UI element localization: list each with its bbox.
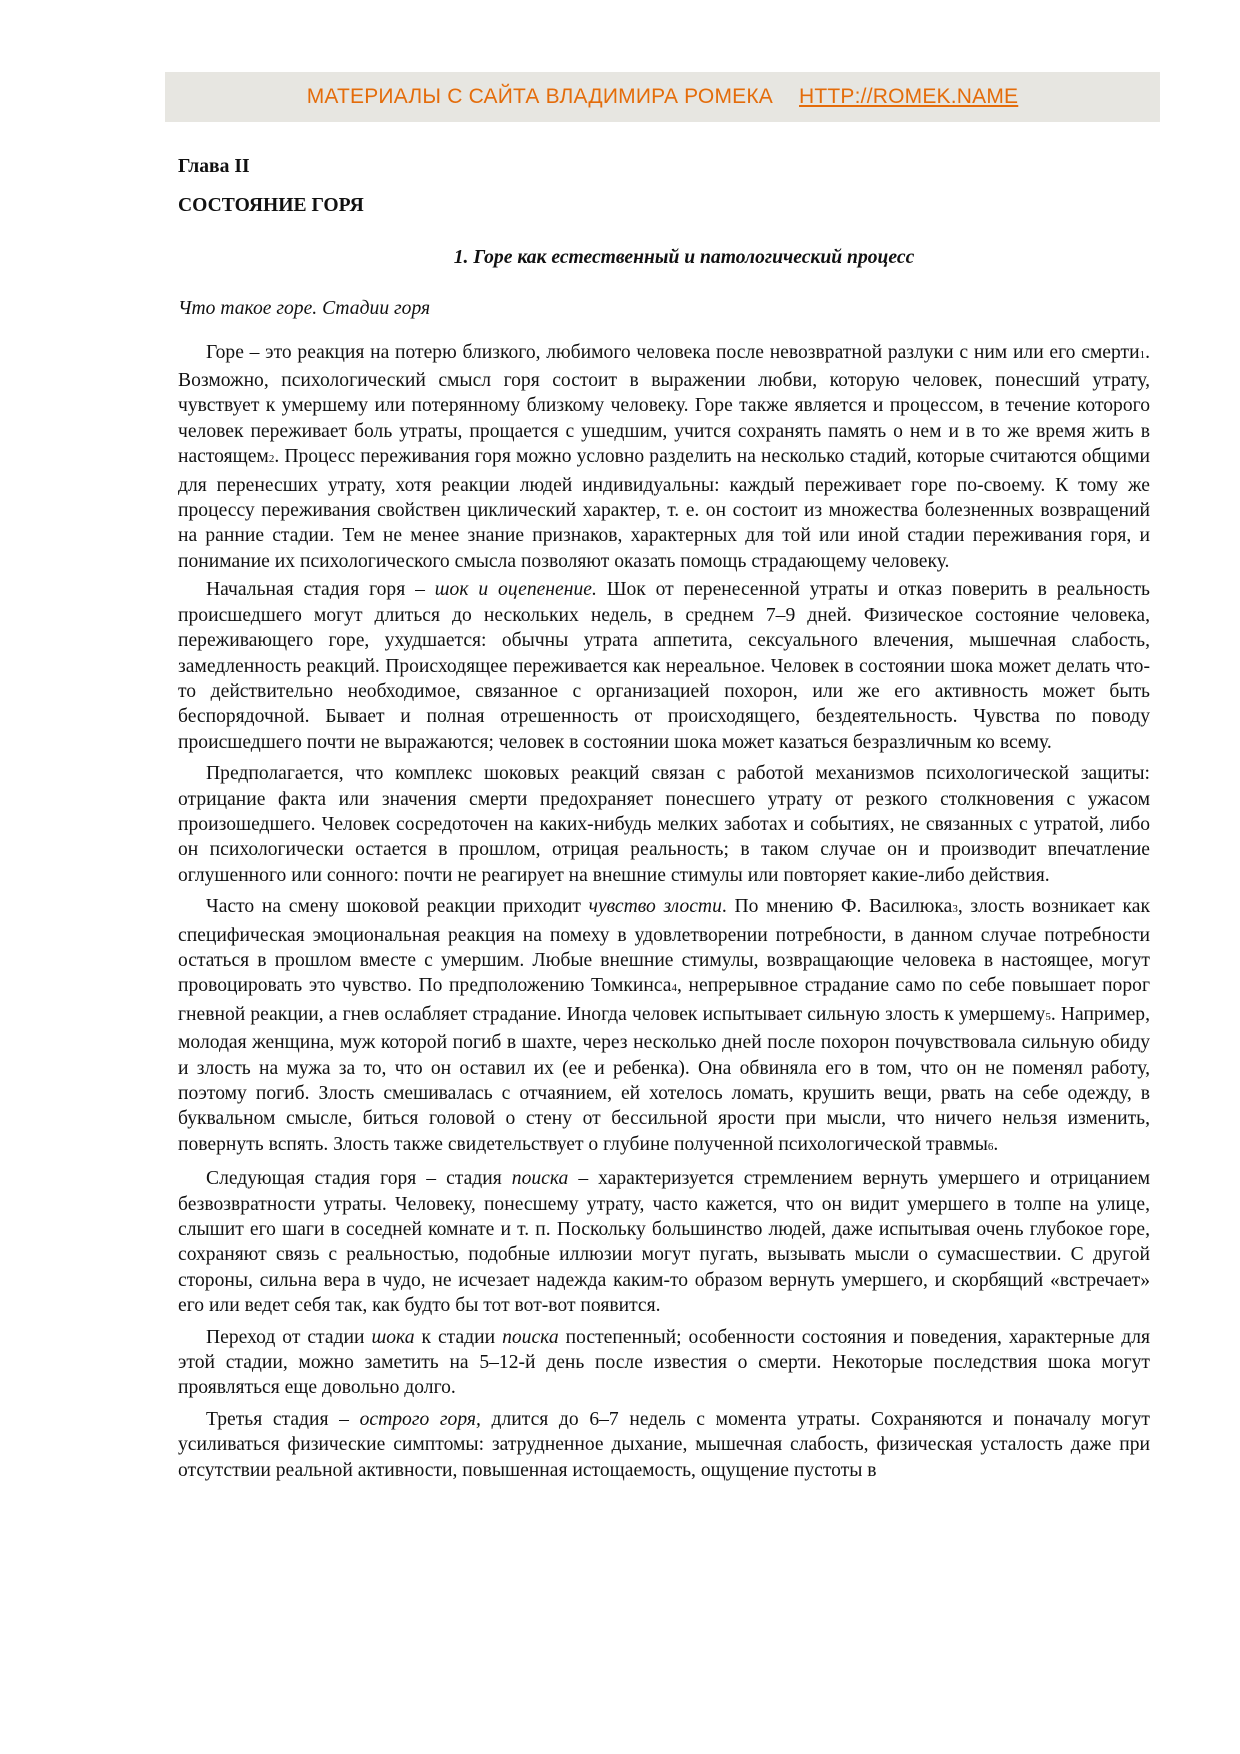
paragraph-2-text-a: Начальная стадия горя – [206,579,435,601]
paragraph-3 [178,761,1150,888]
footnote-ref-6: 6 [987,1140,994,1153]
paragraph-1 [178,340,1150,575]
subsection-title: Что такое горе. Стадии горя [178,298,431,320]
site-header-link[interactable]: HTTP://ROMEK.NAME [799,85,1019,108]
paragraph-1-text-b: . Возможно, психологический смысл горя состоит в выражении любви, которую человек, понесший утрату, чувствует к умершему или потерянному близкому человеку. Горе также является и процессом, в течение которого человек переживает боль утраты, прощается с ушедшим, учится сохранять память о нем и в то же время жить в настоящем [178,341,1150,468]
footnote-ref-4: 4 [671,982,677,995]
paragraph-4-text-d: , непрерывное страдание само по себе повышает порог гневной реакции, а гнев ослабляет страдание. Иногда человек испытывает сильную злость к умершему [178,975,1150,1025]
paragraph-4-emphasis: чувство злости [588,896,722,918]
paragraph-5-text-a: Следующая стадия горя – стадия [206,1168,512,1190]
paragraph-4-text-c: , злость возникает как специфическая эмоциональная реакция на помеху в удовлетворении потребности, в данном случае потребности остаться в прошлом вместе с умершим. Любые внешние стимулы, возвращающие человека в настоящее, могут провоцировать это чувство. По предположению Томкинса [178,896,1150,997]
paragraph-7-text-b: длится до 6–7 недель с момента утраты. Сохраняются и поначалу могут усиливаться физические симптомы: затрудненное дыхание, мышечная слабость, физическая усталость даже при отсутствии реальной активности, повышенная истощаемость, ощущение пустоты в [178,1408,1150,1481]
paragraph-2 [178,577,1150,755]
document-body [178,146,1150,1483]
chapter-label: Глава II [178,156,250,177]
site-header-banner [165,72,1160,122]
section-title: 1. Горе как естественный и патологический процесс [453,246,915,268]
paragraph-4-text-f: . [993,1133,999,1155]
footnote-ref-1: 1 [1139,348,1146,361]
paragraph-1-text-a: Горе – это реакция на потерю близкого, любимого человека после невозвратной разлуки с ним или его смерти [206,341,1140,363]
paragraph-4-text-e: . Например, молодая женщина, муж которой погиб в шахте, через несколько дней после похорон почувствовала сильную обиду и злость на мужа за то, что он оставил их (ее и ребенка). Она обвиняла его в том, что он не поменял работу, поэтому погиб. Злость смешивалась с отчаянием, ей хотелось ломать, крушить вещи, рвать на себе одежду, в буквальном смысле, биться головой о стену от бессильной ярости при мысли, что ничего нельзя изменить, повернуть вспять. Злость также свидетельствует о глубине полученной психологической травмы [178,1003,1150,1155]
footnote-ref-5: 5 [1045,1010,1051,1023]
paragraph-6 [178,1325,1150,1401]
paragraph-6-emphasis-1: шока [371,1326,415,1348]
chapter-title: СОСТОЯНИЕ ГОРЯ [178,195,364,217]
site-header-text: МАТЕРИАЛЫ С САЙТА ВЛАДИМИРА РОМЕКА [306,85,774,108]
paragraph-7-emphasis: острого горя, [359,1408,481,1430]
footnote-ref-3: 3 [952,903,958,916]
paragraph-4-text-a: Часто на смену шоковой реакции приходит [206,896,589,918]
footnote-ref-2: 2 [268,453,275,466]
paragraph-2-emphasis: шок и оцепенение. [434,579,597,601]
paragraph-4 [178,894,1150,1160]
paragraph-5 [178,1166,1150,1318]
paragraph-6-text-b: к стадии [414,1326,503,1348]
paragraph-2-text-b: Шок от перенесенной утраты и отказ поверить в реальность происшедшего могут длиться до нескольких недель, в среднем 7–9 дней. Физическое состояние человека, переживающего горе, ухудшается: обычны утрата аппетита, сексуального влечения, мышечная слабость, замедленность реакций. Происходящее переживается как нереальное. Человек в состоянии шока может делать что-то действительно необходимое, связанное с организацией похорон, или же его активность может быть беспорядочной. Бывает и полная отрешенность от происходящего, бездеятельность. Чувства по поводу происшедшего почти не выражаются; человек в состоянии шока может казаться безразличным ко всему. [178,579,1150,753]
paragraph-5-emphasis: поиска [511,1168,569,1190]
paragraph-7-text-a: Третья стадия – [206,1408,360,1430]
paragraph-3-text: Предполагается, что комплекс шоковых реакций связан с работой механизмов психологической защиты: отрицание факта или значения смерти предохраняет понесшего утрату от резкого столкновения с ужасом произошедшего. Человек сосредоточен на каких-нибудь мелких заботах и событиях, не связанных с утратой, либо он психологически остается в прошлом, отрицая реальность; в таком случае он и производит впечатление оглушенного или сонного: почти не реагирует на внешние стимулы или повторяет какие-либо действия. [178,763,1150,886]
paragraph-1-text-c: . Процесс переживания горя можно условно разделить на несколько стадий, которые считаются общими для перенесших утрату, хотя реакции людей индивидуальны: каждый переживает горе по-своему. К тому же процессу переживания свойствен циклический характер, т. е. он состоит из множества болезненных возвращений на ранние стадии. Тем не менее знание признаков, характерных для той или иной стадии переживания горя, и понимание их психологического смысла позволяют оказать помощь страдающему человеку. [178,446,1150,572]
paragraph-6-text-c: постепенный; особенности состояния и поведения, характерные для этой стадии, можно заметить на 5–12-й день после известия о смерти. Некоторые последствия шока могут проявляться еще довольно долго. [178,1326,1150,1399]
paragraph-6-emphasis-2: поиска [502,1326,559,1348]
paragraph-5-text-b: – характеризуется стремлением вернуть умершего и отрицанием безвозвратности утраты. Человеку, понесшему утрату, часто кажется, что он видит умершего в толпе на улице, слышит его шаги в соседней комнате и т. п. Поскольку большинство людей, даже испытывая очень глубокое горе, сохраняют связь с реальностью, подобные иллюзии могут пугать, вызывать мысли о сумасшествии. С другой стороны, сильна вера в чудо, не исчезает надежда каким-то образом вернуть умершего, и скорбящий «встречает» его или ведет себя так, как будто бы тот вот-вот появится. [178,1168,1150,1317]
paragraph-7 [178,1407,1150,1483]
paragraph-4-text-b: . По мнению Ф. Василюка [721,896,953,918]
paragraph-6-text-a: Переход от стадии [206,1326,372,1348]
